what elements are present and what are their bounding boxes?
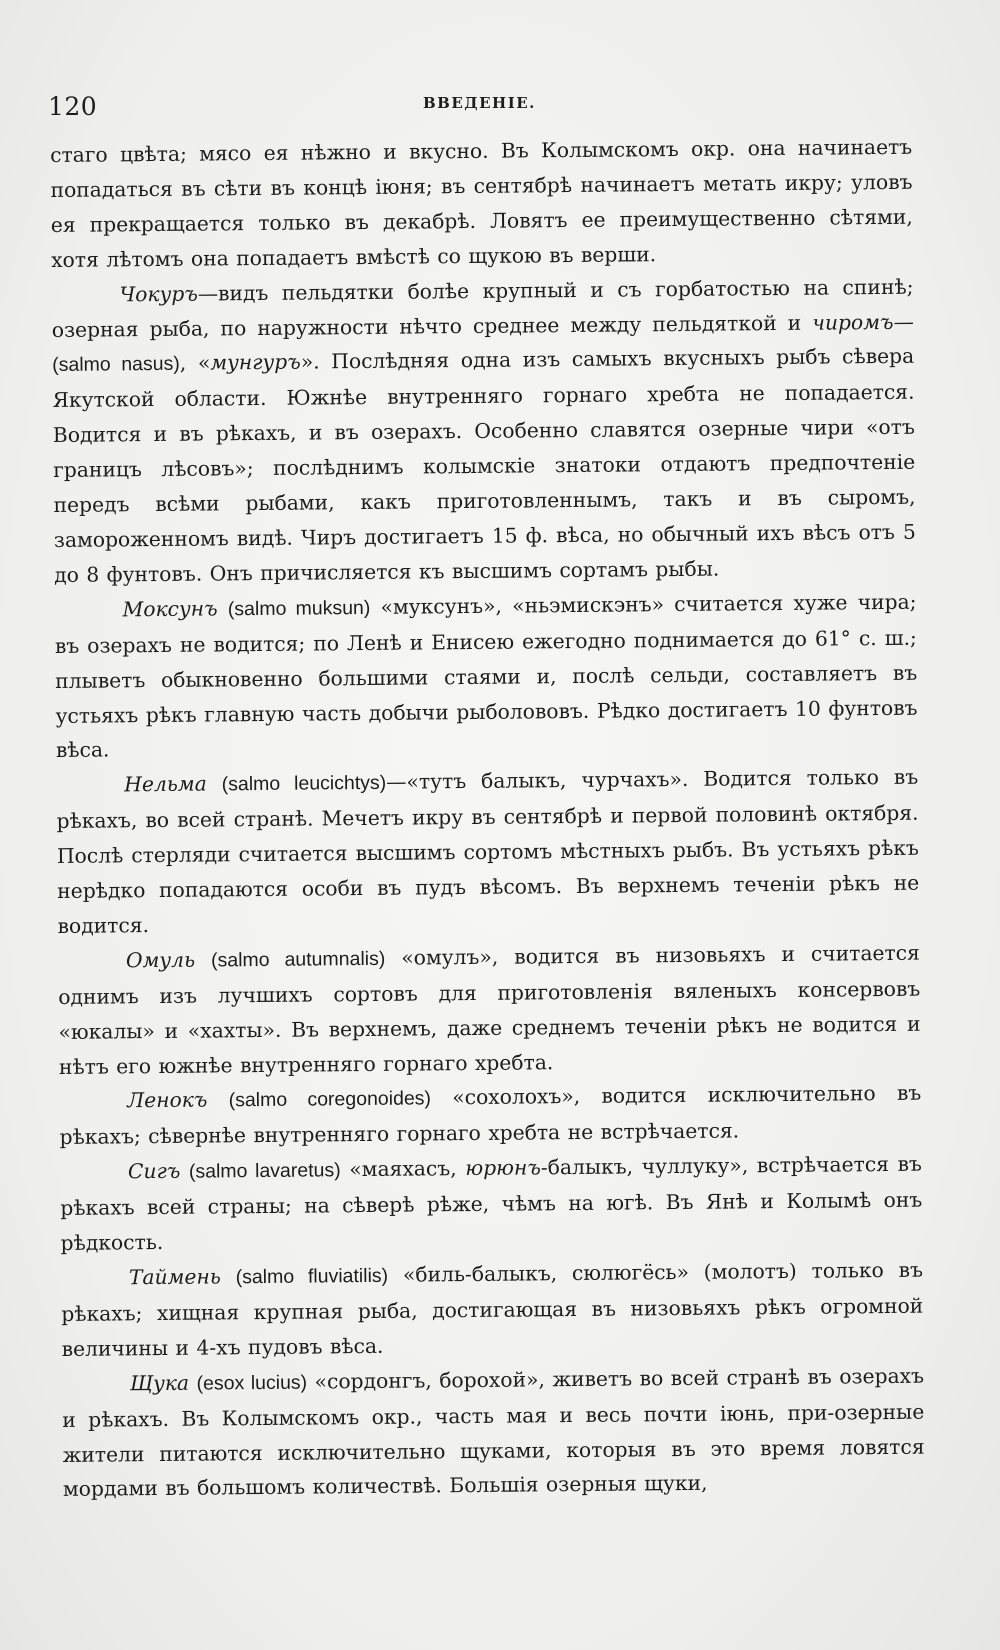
latin-name: (salmo muksun) xyxy=(227,596,371,621)
paragraph xyxy=(50,130,913,278)
text-segment xyxy=(221,1264,236,1288)
paragraph xyxy=(60,1147,923,1261)
fish-name: чиромъ xyxy=(812,309,894,335)
fish-name: Нельма xyxy=(124,771,207,797)
paragraph xyxy=(59,1076,922,1155)
running-head: ВВЕДЕНІЕ. xyxy=(423,94,536,112)
latin-name: (salmo leucichtys) xyxy=(221,772,387,796)
paragraph xyxy=(56,760,920,944)
text-segment: -балыкъ, чуллуку», встрѣчается въ рѣкахъ всей страны; на сѣверѣ рѣже, чѣмъ на югѣ. Въ Янѣ и Колымѣ онъ рѣдкость. xyxy=(60,1151,923,1256)
text-segment: «омулъ», водится въ низовьяхъ и считается однимъ изъ лучшихъ сортовъ для приготовленія вяленыхъ консервовъ «юкалы» и «хахты». Въ верхнемъ, даже среднемъ теченіи рѣкъ не водится и нѣтъ его южнѣе внутренняго горнаго хребта. xyxy=(58,940,921,1079)
fish-name: Сигъ xyxy=(127,1159,181,1184)
paragraph xyxy=(51,269,916,592)
fish-name: Щука xyxy=(129,1370,190,1396)
page-number: 120 xyxy=(48,92,98,121)
fish-name: Таймень xyxy=(128,1264,221,1290)
paragraph xyxy=(62,1358,925,1507)
text-segment: «муксунъ», «ньэмискэнъ» считается хуже чира; въ озерахъ не водится; по Ленѣ и Енисею ежегодно поднимается до 61° с. ш.; плыветъ обыкновенно большими стаями и, послѣ сельди, составляетъ въ устьяхъ рѣкъ главную часть добычи рыболововъ. Рѣдко достигаетъ 10 фунтовъ вѣса. xyxy=(54,589,918,763)
paragraph xyxy=(61,1253,924,1367)
text-segment: «сордонгъ, борохой», живетъ во всей странѣ въ озерахъ и рѣкахъ. Въ Колымскомъ окр., часть мая и весь почти іюнь, при-озерные жители питаются исключительно щуками, которыя въ это время ловятся мордами въ большомъ количествѣ. Большія озерныя щуки, xyxy=(62,1363,925,1502)
text-segment: «маяхасъ, xyxy=(340,1156,466,1182)
text-segment: «сохолохъ», водится исключительно въ рѣкахъ; сѣвернѣе внутренняго горнаго хребта не встрѣчается. xyxy=(59,1081,922,1150)
latin-name: (salmo coregonoides) xyxy=(228,1087,432,1112)
latin-name: (salmo fluviatilis) xyxy=(235,1264,389,1289)
fish-name: Чокуръ xyxy=(119,281,198,306)
text-segment: «биль-балыкъ, сюлюгёсь» (молотъ) только въ рѣкахъ; хищная крупная рыба, достигающая въ низовьяхъ рѣкъ огромной величины и 4-хъ пудовъ вѣса. xyxy=(61,1257,924,1361)
text-segment: ». Послѣдняя одна изъ самыхъ вкусныхъ рыбъ сѣвера Якутской области. Южнѣе внутренняго горнаго хребта не попадается. Водится и въ рѣкахъ, и въ озерахъ. Особенно славятся озерные чири «отъ границъ лѣсовъ»; послѣднимъ колымскіе знатоки отдаютъ предпочтеніе передъ всѣми рыбами, какъ приготовленнымъ, такъ и въ сыромъ, замороженномъ видѣ. Чиръ достигаетъ 15 ф. вѣса, но обычный ихъ вѣсъ отъ 5 до 8 фунтовъ. Онъ причисляется къ высшимъ сортамъ рыбы. xyxy=(52,344,916,587)
latin-name: (salmo lavaretus) xyxy=(188,1159,341,1183)
latin-name: (esox lucius) xyxy=(196,1371,308,1395)
text-segment: —видъ пельдятки болѣе крупный и съ горбатостью на спинѣ; озерная рыба, по наружности нѣчто среднее между пельдяткой и xyxy=(51,274,914,342)
latin-name: (salmo autumnalis) xyxy=(210,947,386,972)
text-segment xyxy=(180,1159,189,1183)
paragraph xyxy=(58,936,921,1085)
body-text xyxy=(50,130,925,1508)
text-segment xyxy=(195,947,211,971)
local-name: мунгуръ xyxy=(210,350,301,375)
text-segment: , « xyxy=(179,350,211,376)
text-segment: — xyxy=(893,309,914,334)
fish-name: Омуль xyxy=(125,947,196,973)
text-segment: стаго цвѣта; мясо ея нѣжно и вкусно. Въ Колымскомъ окр. она начинаетъ попадаться въ сѣти въ концѣ іюня; въ сентябрѣ начинаетъ метать икру; уловъ ея прекращается только въ декабрѣ. Ловятъ ее преимущественно сѣтями, хотя лѣтомъ она попадаетъ вмѣстѣ со щукою въ верши. xyxy=(50,134,913,272)
latin-name: (salmo nasus) xyxy=(52,353,180,377)
text-segment: —«тутъ балыкъ, чурчахъ». Водится только въ рѣкахъ, во всей странѣ. Мечетъ икру въ сентябрѣ и первой половинѣ октября. Послѣ стерляди считается высшимъ сортомъ мѣстныхъ рыбъ. Въ устьяхъ рѣкъ нерѣдко попадаются особи въ пудъ вѣсомъ. Въ верхнемъ теченіи рѣкъ не водится. xyxy=(56,765,920,938)
local-name: юрюнъ xyxy=(465,1155,541,1181)
paragraph xyxy=(54,584,918,768)
text-segment xyxy=(207,772,222,796)
text-segment xyxy=(217,596,227,620)
fish-name: Моксунъ xyxy=(122,596,218,622)
page-header xyxy=(48,88,900,128)
fish-name: Ленокъ xyxy=(127,1088,208,1113)
text-segment xyxy=(207,1088,229,1112)
